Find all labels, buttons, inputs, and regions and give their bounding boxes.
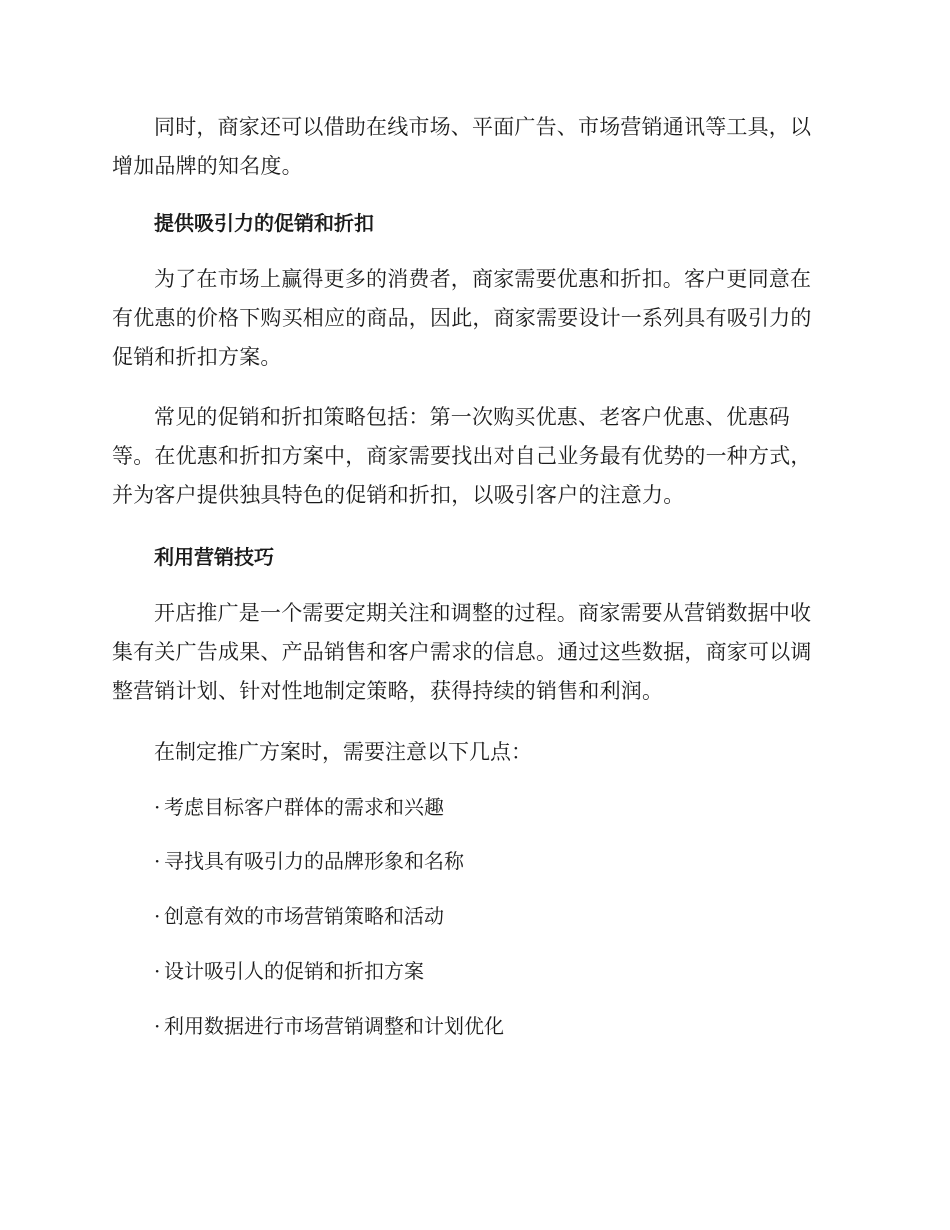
list-item <box>154 792 834 822</box>
list-item-text: 考虑目标客户群体的需求和兴趣 <box>164 795 444 819</box>
heading-marketing-skills: 利用营销技巧 <box>154 545 274 569</box>
list-item <box>154 901 834 931</box>
paragraph-marketing-data: 开店推广是一个需要定期关注和调整的过程。商家需要从营销数据中收集有关广告成果、产品销售和客户需求的信息。通过这些数据，商家可以调整营销计划、针对性地制定策略，获得持续的销售和利润。 <box>112 601 812 703</box>
paragraph-brand-awareness: 同时，商家还可以借助在线市场、平面广告、市场营销通讯等工具，以增加品牌的知名度。 <box>112 115 812 178</box>
paragraph-key-points-intro: 在制定推广方案时，需要注意以下几点： <box>154 740 532 764</box>
list-item <box>154 1011 834 1041</box>
heading-promotions-discounts: 提供吸引力的促销和折扣 <box>154 211 374 235</box>
bullet-dot-icon: · <box>154 795 161 819</box>
list-item-text: 设计吸引人的促销和折扣方案 <box>164 959 424 983</box>
bullet-dot-icon: · <box>154 959 161 983</box>
list-item <box>154 956 834 986</box>
bullet-dot-icon: · <box>154 849 161 873</box>
list-item-text: 创意有效的市场营销策略和活动 <box>164 904 444 928</box>
list-item-text: 利用数据进行市场营销调整和计划优化 <box>164 1014 504 1038</box>
list-item-text: 寻找具有吸引力的品牌形象和名称 <box>164 849 464 873</box>
paragraph-promotion-strategies: 常见的促销和折扣策略包括：第一次购买优惠、老客户优惠、优惠码等。在优惠和折扣方案中，商家需要找出对自己业务最有优势的一种方式，并为客户提供独具特色的促销和折扣，以吸引客户的注意力。 <box>112 405 812 507</box>
paragraph-promotions-intro: 为了在市场上赢得更多的消费者，商家需要优惠和折扣。客户更同意在有优惠的价格下购买相应的商品，因此，商家需要设计一系列具有吸引力的促销和折扣方案。 <box>112 267 812 369</box>
list-item <box>154 846 834 876</box>
bullet-dot-icon: · <box>154 904 161 928</box>
bullet-dot-icon: · <box>154 1014 161 1038</box>
